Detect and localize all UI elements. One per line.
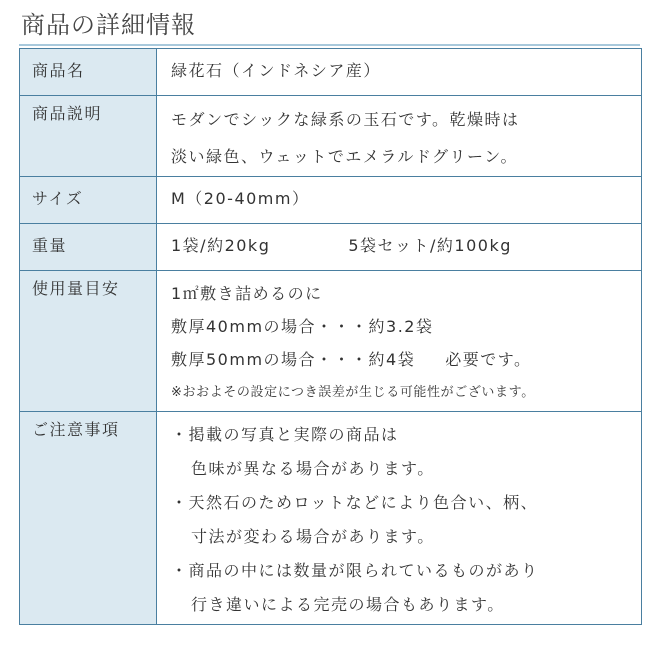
notes-line-1: ・掲載の写真と実際の商品は: [171, 425, 399, 444]
row-label-notes: [20, 412, 157, 625]
title-divider: [19, 44, 640, 46]
usage-line-3-suffix: 必要です。: [445, 350, 532, 369]
notes-label: ご注意事項: [32, 420, 120, 439]
weight-five-bag-set: 5袋セット/約100kg: [348, 236, 512, 255]
table-row-size: [20, 177, 642, 224]
table-row-weight: [20, 224, 642, 271]
product-name-value: 緑花石（インドネシア産）: [171, 61, 381, 80]
usage-label: 使用量目安: [32, 279, 120, 298]
usage-disclaimer: ※おおよその設定につき誤差が生じる可能性がございます。: [171, 385, 535, 400]
row-label-weight: [20, 224, 157, 271]
product-name-label: 商品名: [32, 61, 85, 80]
row-label-description: [20, 96, 157, 177]
weight-single-bag: 1袋/約20kg: [171, 236, 271, 255]
row-label-size: [20, 177, 157, 224]
notes-line-4: 寸法が変わる場合があります。: [191, 527, 435, 546]
notes-line-5: ・商品の中には数量が限られているものがあり: [171, 561, 539, 580]
row-value-notes: [157, 412, 642, 625]
weight-values: [171, 224, 641, 268]
row-value-description: [157, 96, 642, 177]
table-row-usage: [20, 271, 642, 412]
row-value-product-name: [157, 49, 642, 96]
size-label: サイズ: [32, 189, 84, 208]
usage-line-3: [171, 343, 641, 376]
table-row-product-name: [20, 49, 642, 96]
row-value-size: [157, 177, 642, 224]
row-value-usage: [157, 271, 642, 412]
page-title: 商品の詳細情報: [21, 11, 196, 39]
product-details-table: [19, 48, 642, 625]
row-label-usage: [20, 271, 157, 412]
table-row-description: [20, 96, 642, 177]
description-line-1: モダンでシックな緑系の玉石です。乾燥時は: [171, 110, 520, 129]
row-value-weight: [157, 224, 642, 271]
notes-line-6: 行き違いによる完売の場合もあります。: [191, 595, 505, 614]
notes-line-2: 色味が異なる場合があります。: [191, 459, 435, 478]
notes-line-3: ・天然石のためロットなどにより色合い、柄、: [171, 493, 539, 512]
table-row-notes: [20, 412, 642, 625]
row-label-product-name: [20, 49, 157, 96]
size-value: M（20-40mm）: [171, 189, 310, 208]
usage-line-1: 1㎡敷き詰めるのに: [171, 284, 323, 303]
usage-line-2: 敷厚40mmの場合・・・約3.2袋: [171, 317, 434, 336]
description-label: 商品説明: [32, 104, 103, 123]
description-line-2: 淡い緑色、ウェットでエメラルドグリーン。: [171, 147, 518, 166]
weight-label: 重量: [32, 236, 68, 255]
usage-line-3-main: 敷厚50mmの場合・・・約4袋: [171, 350, 416, 369]
